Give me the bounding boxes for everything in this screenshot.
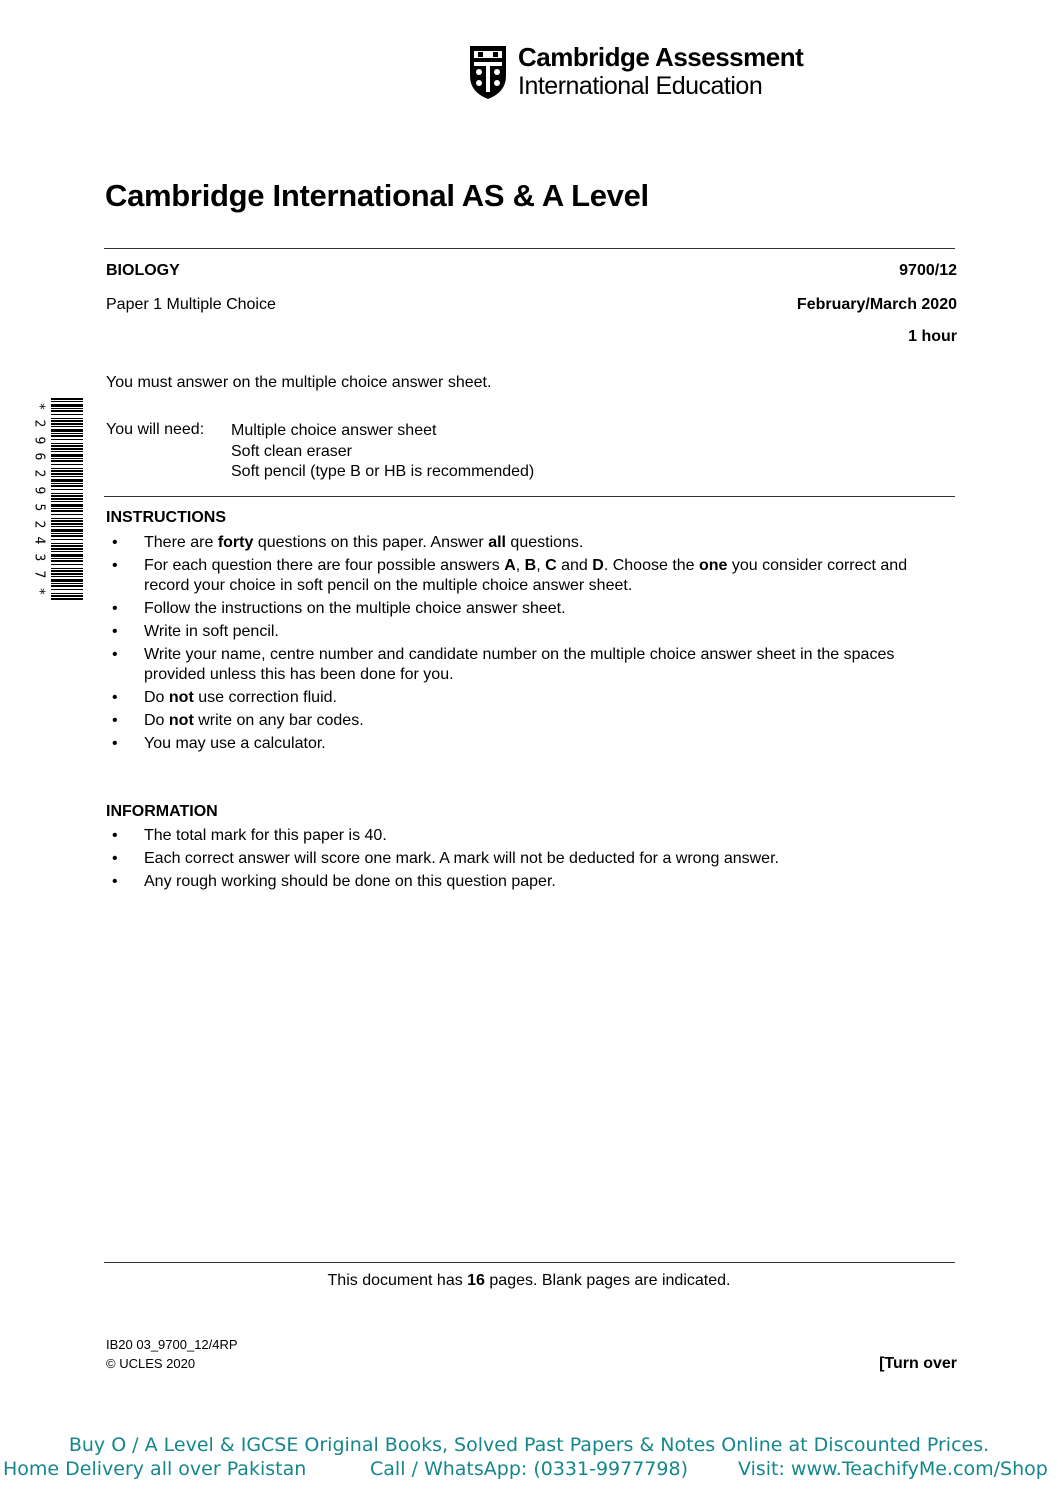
bullet-icon: • — [112, 850, 118, 867]
barcode-digit: 3 — [31, 553, 47, 562]
bullet-item: • You may use a calculator. — [112, 735, 326, 752]
barcode-digit: * — [31, 587, 47, 596]
logo-line-1: Cambridge Assessment — [518, 42, 804, 72]
bullet-item: • Write in soft pencil. — [112, 623, 279, 640]
bullet-item: • Each correct answer will score one mark. A mark will not be deducted for a wrong answer. — [112, 850, 779, 867]
advert-line-1: Buy O / A Level & IGCSE Original Books, Solved Past Papers & Notes Online at Discounted Prices. — [68, 1434, 990, 1456]
bullet-item: • The total mark for this paper is 40. — [112, 827, 387, 844]
exam-session: February/March 2020 — [796, 296, 957, 313]
required-item: Soft clean eraser — [231, 442, 352, 460]
barcode-digit: 7 — [31, 570, 47, 579]
bullet-icon: • — [112, 689, 118, 706]
advert-delivery: Home Delivery all over Pakistan — [3, 1458, 307, 1480]
qualification-title: Cambridge International AS & A Level — [105, 178, 649, 213]
bullet-item: • There are forty questions on this paper. Answer all questions. — [112, 534, 584, 551]
barcode-digit: * — [31, 402, 47, 411]
bullet-item: • For each question there are four possible answers A, B, C and D. Choose the one you consider correct and record your choice in soft pencil on the multiple choice answer sheet. — [112, 557, 908, 594]
bullet-item: • Any rough working should be done on this question paper. — [112, 873, 556, 890]
cambridge-logo — [468, 42, 808, 102]
information-heading: INFORMATION — [106, 803, 218, 820]
barcode-digit: 9 — [31, 486, 47, 495]
barcode-digit: 2 — [31, 520, 47, 528]
paper-code: 9700/12 — [899, 262, 957, 279]
page-count-value: 16 — [467, 1272, 485, 1289]
barcode-digits — [31, 398, 45, 600]
requirements-divider — [104, 496, 955, 497]
bullet-icon: • — [112, 623, 118, 640]
bullet-icon: • — [112, 827, 118, 844]
bullet-icon: • — [112, 534, 118, 551]
bullet-item: • Write your name, centre number and candidate number on the multiple choice answer sheet in the spaces provided unless this has been done for you. — [112, 646, 895, 683]
advert-visit: Visit: www.TeachifyMe.com/Shop — [738, 1458, 1048, 1480]
subject-label: BIOLOGY — [106, 262, 180, 279]
bullet-icon: • — [112, 712, 118, 729]
required-item: Multiple choice answer sheet — [231, 422, 437, 439]
exam-duration: 1 hour — [908, 328, 957, 345]
barcode-digit: 9 — [31, 436, 47, 444]
you-will-need-label: You will need: — [106, 421, 205, 438]
information-list — [106, 826, 956, 895]
logo-line-2: International Education — [518, 72, 763, 100]
barcode-digit: 4 — [31, 536, 47, 545]
required-items-list — [231, 421, 534, 483]
bullet-item: • Do not write on any bar codes. — [112, 712, 364, 729]
instructions-heading: INSTRUCTIONS — [106, 509, 226, 526]
bullet-icon: • — [112, 646, 118, 663]
copyright-notice: © UCLES 2020 — [106, 1356, 196, 1371]
header-divider — [104, 248, 955, 249]
instructions-list — [106, 533, 956, 757]
turn-over-label: [Turn over — [879, 1355, 957, 1372]
advert-call: Call / WhatsApp: (0331-9977798) — [370, 1458, 688, 1480]
page-count-post: pages. Blank pages are indicated. — [484, 1272, 731, 1289]
page-count-note — [0, 1272, 1058, 1290]
answer-sheet-note: You must answer on the multiple choice answer sheet. — [106, 374, 492, 391]
paper-name: Paper 1 Multiple Choice — [106, 296, 276, 313]
barcode-digit: 5 — [31, 503, 47, 512]
bullet-icon: • — [112, 557, 118, 574]
document-reference: IB20 03_9700_12/4RP — [106, 1337, 238, 1352]
bullet-icon: • — [112, 873, 118, 890]
footer-divider — [104, 1262, 955, 1263]
bullet-icon: • — [112, 600, 118, 617]
barcode-digit: 6 — [31, 452, 47, 461]
candidate-barcode — [31, 398, 83, 600]
bullet-icon: • — [112, 735, 118, 752]
bullet-item: • Follow the instructions on the multiple choice answer sheet. — [112, 600, 566, 617]
bullet-item: • Do not use correction fluid. — [112, 689, 337, 706]
required-item: Soft pencil (type B or HB is recommended) — [231, 463, 535, 480]
barcode-bars — [51, 398, 83, 600]
barcode-digit: 2 — [31, 419, 47, 428]
page-count-pre: This document has — [327, 1272, 468, 1289]
barcode-digit: 2 — [31, 469, 47, 478]
university-shield-icon — [468, 44, 508, 100]
